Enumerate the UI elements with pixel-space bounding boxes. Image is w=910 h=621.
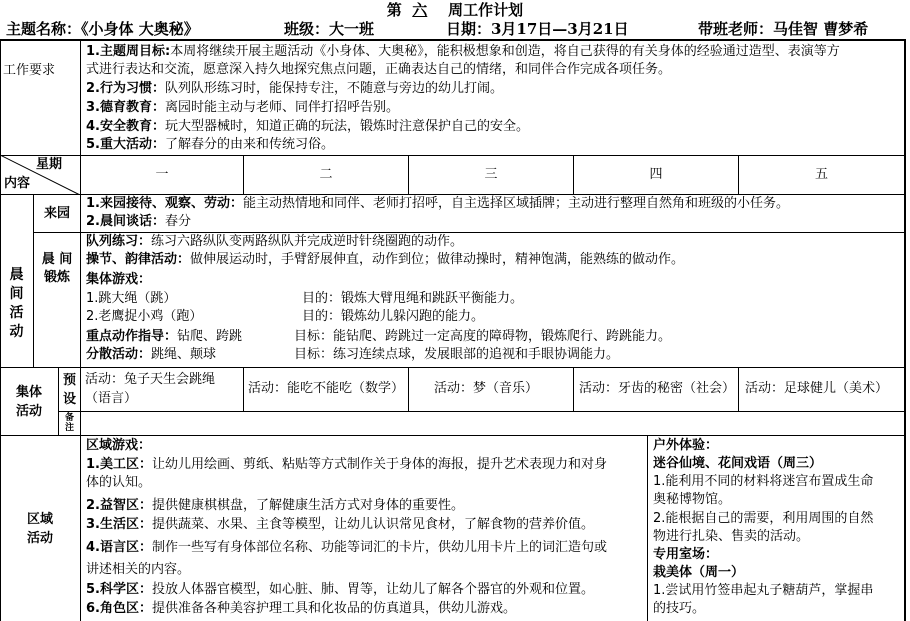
plan-header (0, 0, 910, 40)
week-number: 六 (412, 1, 428, 19)
day-tuesday: 二 (319, 167, 333, 182)
plan-monday: 活动：兔子天生会跳绳 （语言） (85, 372, 216, 406)
group-activity-label: 集体 活动 (15, 385, 42, 419)
day-friday: 五 (814, 167, 828, 182)
arrival-label: 来园 (43, 206, 70, 221)
content-label: 内容 (4, 176, 31, 191)
plan-label: 预 设 (62, 373, 76, 407)
plan-thursday: 活动：牙齿的秘密（社会） (579, 381, 736, 396)
morning-activities-label: 晨 间 活 动 (9, 267, 24, 340)
area-activity-label: 区域 活动 (26, 512, 53, 546)
morning-exercise-label: 晨 间 锻炼 (41, 252, 73, 285)
day-thursday: 四 (649, 167, 663, 182)
theme-name: 主题名称：《小身体 大奥秘》 (6, 20, 199, 38)
plan-tuesday: 活动：能吃不能吃（数学） (248, 381, 405, 396)
day-wednesday: 三 (484, 167, 498, 182)
weekday-label: 星期 (36, 157, 63, 172)
class-name: 班级：大一班 (284, 20, 375, 38)
work-requirements-label: 工作要求 (3, 63, 56, 78)
note-label: 备 注 (64, 413, 74, 433)
teachers: 带班老师：马佳智 曹梦希 (698, 20, 869, 38)
day-monday: 一 (155, 167, 169, 182)
plan-wednesday: 活动：梦（音乐） (434, 381, 539, 396)
plan-friday: 活动：足球健儿（美术） (745, 381, 889, 396)
date-range: 日期：3月17日—3月21日 (446, 20, 629, 38)
page-title: 第 六 周工作计划 (386, 1, 524, 19)
